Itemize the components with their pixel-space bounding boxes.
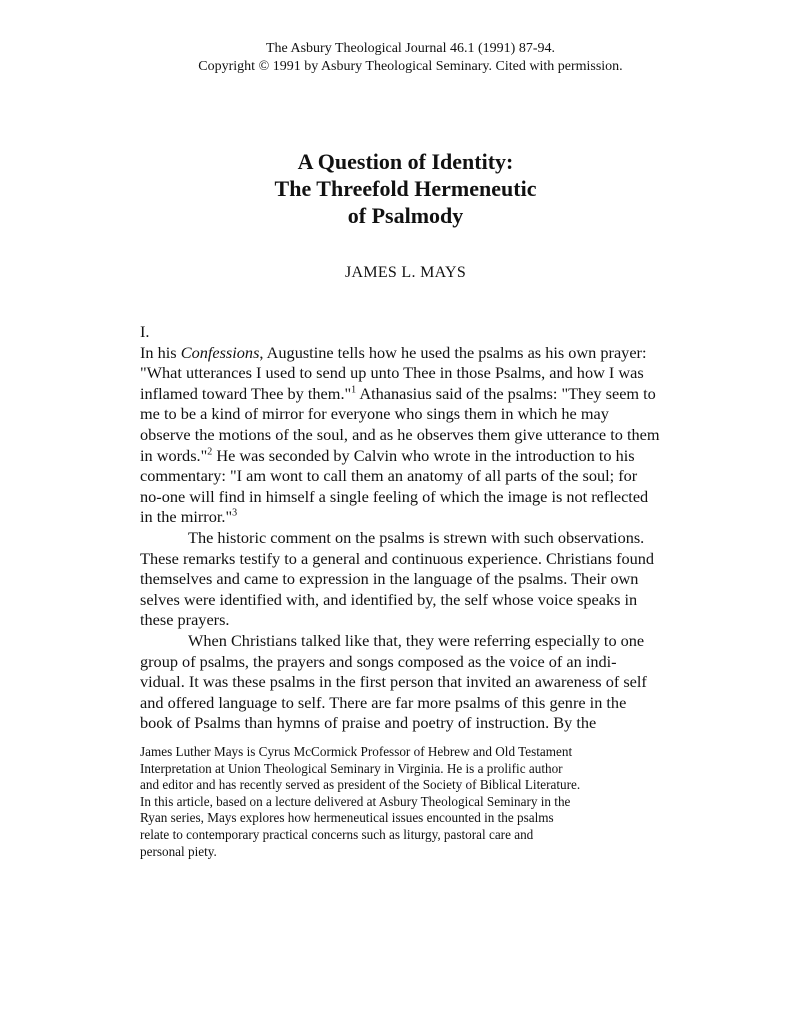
p1-text-d: He was seconded by Calvin who wrote in the introduction to his commentary: "I am wont to call them an anatomy of all parts of the soul; for no-one will find in himself a single feeling of which the image is not reflected in the mirror."	[140, 445, 649, 527]
footnote-ref-3: 3	[232, 507, 238, 519]
paragraph-3: When Christians talked like that, they were referring especially to one group of psalms, the prayers and songs composed as the voice of an indi- vidual. It was these psalms in the first person that invited an awareness of self and offered language to self. There are far more psalms of this genre in the book of Psalms than hymns of praise and poetry of instruction. By the	[140, 630, 647, 733]
copyright-notice: Copyright © 1991 by Asbury Theological Seminary. Cited with permission.	[198, 59, 623, 74]
footnote-line-3: and editor and has recently served as president of the Society of Biblical Literature.	[140, 777, 581, 793]
footnote-line-4: In this article, based on a lecture delivered at Asbury Theological Seminary in the	[140, 793, 571, 809]
p1-text-c: Athanasius said of the psalms: "They seem to me to be a kind of mirror for everyone who sings them in which he may observe the motions of the soul, and as he observes them give utterance to them in words."	[140, 383, 660, 465]
journal-header	[0, 40, 791, 76]
footnote-ref-1: 1	[351, 384, 357, 396]
author-name: JAMES L. MAYS	[344, 264, 467, 281]
footnote-line-1: James Luther Mays is Cyrus McCormick Professor of Hebrew and Old Testament	[140, 744, 573, 759]
section-number: I.	[140, 322, 150, 341]
paragraph-1	[140, 343, 660, 528]
footnote-line-6: relate to contemporary practical concerns such as liturgy, pastoral care and	[140, 826, 534, 842]
confessions-title: Confessions	[180, 342, 260, 362]
footnote-ref-2: 2	[207, 446, 213, 458]
footnote-line-5: Ryan series, Mays explores how hermeneutical issues encounted in the psalms	[140, 810, 554, 826]
article-title	[0, 148, 791, 229]
title-line-3: of Psalmody	[347, 203, 464, 228]
title-line-2: The Threefold Hermeneutic	[274, 176, 537, 201]
journal-citation: The Asbury Theological Journal 46.1 (1991) 87-94.	[265, 41, 556, 56]
p1-text-a: In his	[140, 342, 181, 362]
p1-text-b: , Augustine tells how he used the psalms as his own prayer: "What utterances I used to send up unto Thee in those Psalms, and how I was inflamed toward Thee by them."	[140, 342, 647, 403]
article-body	[140, 322, 660, 734]
author-bio-footnote	[140, 744, 660, 860]
paragraph-2: The historic comment on the psalms is strewn with such observations. These remarks testify to a general and continuous experience. Christians found themselves and came to expression in the language of the psalms. Their own selves were identified with, and identified by, the self whose voice speaks in these prayers.	[140, 527, 655, 630]
footnote-line-7: personal piety.	[140, 843, 217, 859]
title-line-1: A Question of Identity:	[297, 149, 514, 174]
footnote-line-2: Interpretation at Union Theological Seminary in Virginia. He is a prolific author	[140, 760, 563, 776]
